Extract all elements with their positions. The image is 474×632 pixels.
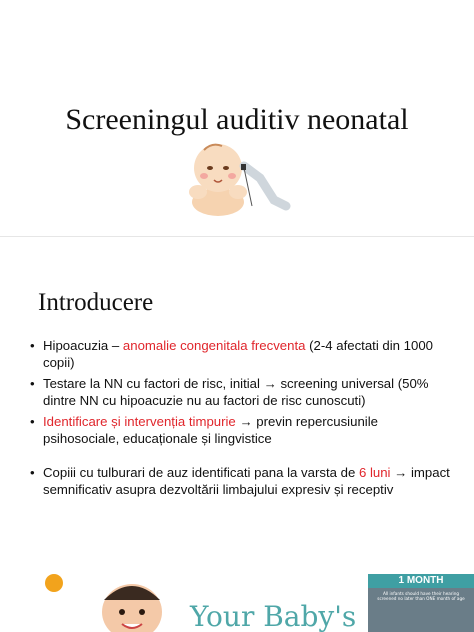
logo-icon [45,574,63,592]
bullet-hipoacuzia [26,337,456,371]
bullet-copiii [26,464,456,498]
bullet-text: → previn repercusiunile psihosociale, educaționale și lingvistice [43,414,378,446]
slide-title [0,0,474,236]
slide-title-text: Screeningul auditiv neonatal [65,103,409,136]
slide-introducere [0,237,474,560]
your-babys-heading: Your Baby's [190,600,357,632]
month-label: 1 MONTH [368,574,474,588]
month-text: All infants should have their hearing screened no later than ONE month of age [377,591,465,601]
month-card [368,574,474,632]
bullet-text: Copiii cu tulburari de auz identificati pana la varsta de [43,465,359,480]
baby-photo [92,570,172,632]
bullet-list [26,337,456,502]
bullet-text: (2-4 afectati din 1000 copii) [43,338,434,370]
bullet-testare [26,375,456,409]
slide-heading: Introducere [38,289,154,316]
baby-hearing-test-illustration [182,136,292,216]
bullet-text: Testare la NN cu factori de risc, initial → screening universal (50% dintre NN cu hipoacuzie nu au factori de risc cunoscuti) [43,376,429,408]
next-slide-preview [0,560,474,632]
bullet-text: Hipoacuzia – [43,338,123,353]
bullet-text: → impact semnificativ asupra dezvoltării limbajului expresiv și receptiv [43,465,450,497]
bullet-highlight: 6 luni [358,465,391,480]
bullet-highlight: anomalie congenitala frecventa [122,338,306,353]
bullet-identificare [26,413,456,447]
bullet-highlight: Identificare și intervenția timpurie [43,414,236,429]
